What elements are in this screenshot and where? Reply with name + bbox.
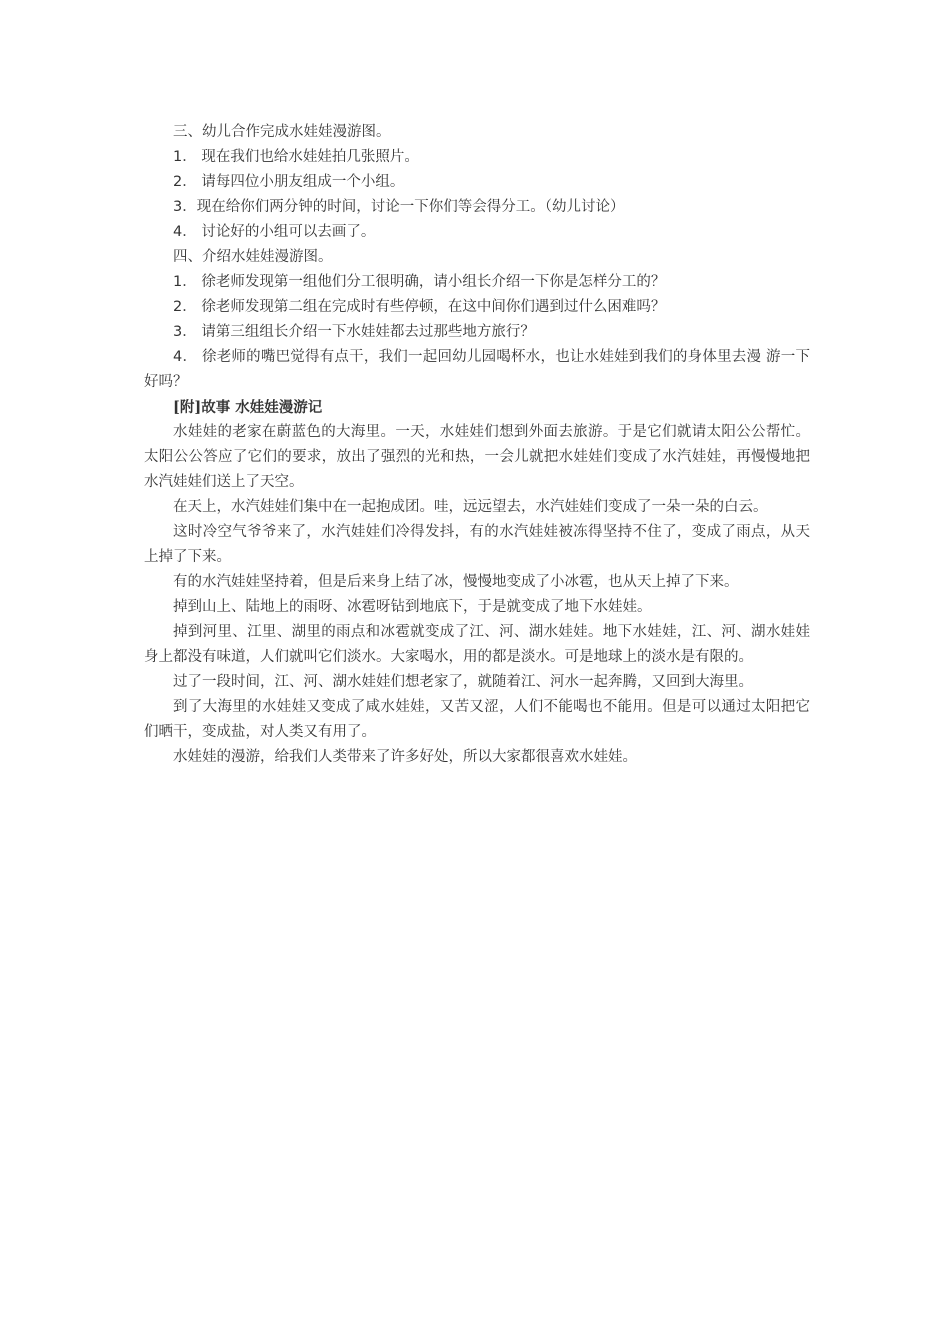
story-paragraph: 掉到河里、江里、湖里的雨点和冰雹就变成了江、河、湖水娃娃。地下水娃娃，江、河、湖水娃娃身上都没有味道，人们就叫它们淡水。大家喝水，用的都是淡水。可是地球上的淡水是有限的。 (144, 624, 810, 665)
section-3-item-2: 2． 请每四位小朋友组成一个小组。 (173, 174, 405, 190)
story-paragraph: 有的水汽娃娃坚持着，但是后来身上结了冰，慢慢地变成了小冰雹，也从天上掉了下来。 (173, 574, 739, 590)
story-paragraph: 水娃娃的漫游，给我们人类带来了许多好处，所以大家都很喜欢水娃娃。 (173, 749, 637, 765)
section-3-item-4: 4． 讨论好的小组可以去画了。 (173, 224, 376, 240)
story-paragraph: 到了大海里的水娃娃又变成了咸水娃娃，又苦又涩，人们不能喝也不能用。但是可以通过太阳把它们晒干，变成盐，对人类又有用了。 (144, 699, 810, 740)
section-4-item-4: 4． 徐老师的嘴巴觉得有点干，我们一起回幼儿园喝杯水，也让水娃娃到我们的身体里去漫 游一下好吗？ (144, 349, 810, 390)
document-page (144, 120, 810, 770)
story-paragraph: 在天上，水汽娃娃们集中在一起抱成团。哇，远远望去，水汽娃娃们变成了一朵一朵的白云。 (173, 499, 768, 515)
section-3-item-3: 3．现在给你们两分钟的时间，讨论一下你们等会得分工。（幼儿讨论） (173, 199, 625, 215)
appendix-story (144, 395, 810, 770)
story-paragraph: 掉到山上、陆地上的雨呀、冰雹呀钻到地底下，于是就变成了地下水娃娃。 (173, 599, 652, 615)
story-paragraph: 过了一段时间，江、河、湖水娃娃们想老家了，就随着江、河水一起奔腾，又回到大海里。 (173, 674, 753, 690)
story-paragraph: 这时冷空气爷爷来了，水汽娃娃们冷得发抖，有的水汽娃娃被冻得坚持不住了，变成了雨点，从天上掉了下来。 (144, 524, 810, 565)
story-title: [附]故事 水娃娃漫游记 (173, 399, 323, 416)
section-4-item-3: 3． 请第三组组长介绍一下水娃娃都去过那些地方旅行？ (173, 324, 535, 340)
story-paragraph: 水娃娃的老家在蔚蓝色的大海里。一天，水娃娃们想到外面去旅游。于是它们就请太阳公公帮忙。太阳公公答应了它们的要求，放出了强烈的光和热，一会儿就把水娃娃们变成了水汽娃娃，再慢慢地把水汽娃娃们送上了天空。 (144, 424, 810, 490)
section-4-heading: 四、介绍水娃娃漫游图。 (173, 249, 333, 265)
section-4-item-1: 1． 徐老师发现第一组他们分工很明确，请小组长介绍一下你是怎样分工的？ (173, 274, 666, 290)
lesson-steps (144, 120, 810, 395)
section-3-heading: 三、幼儿合作完成水娃娃漫游图。 (173, 124, 391, 140)
section-4-item-2: 2． 徐老师发现第二组在完成时有些停顿，在这中间你们遇到过什么困难吗？ (173, 299, 666, 315)
section-3-item-1: 1． 现在我们也给水娃娃拍几张照片。 (173, 149, 419, 165)
